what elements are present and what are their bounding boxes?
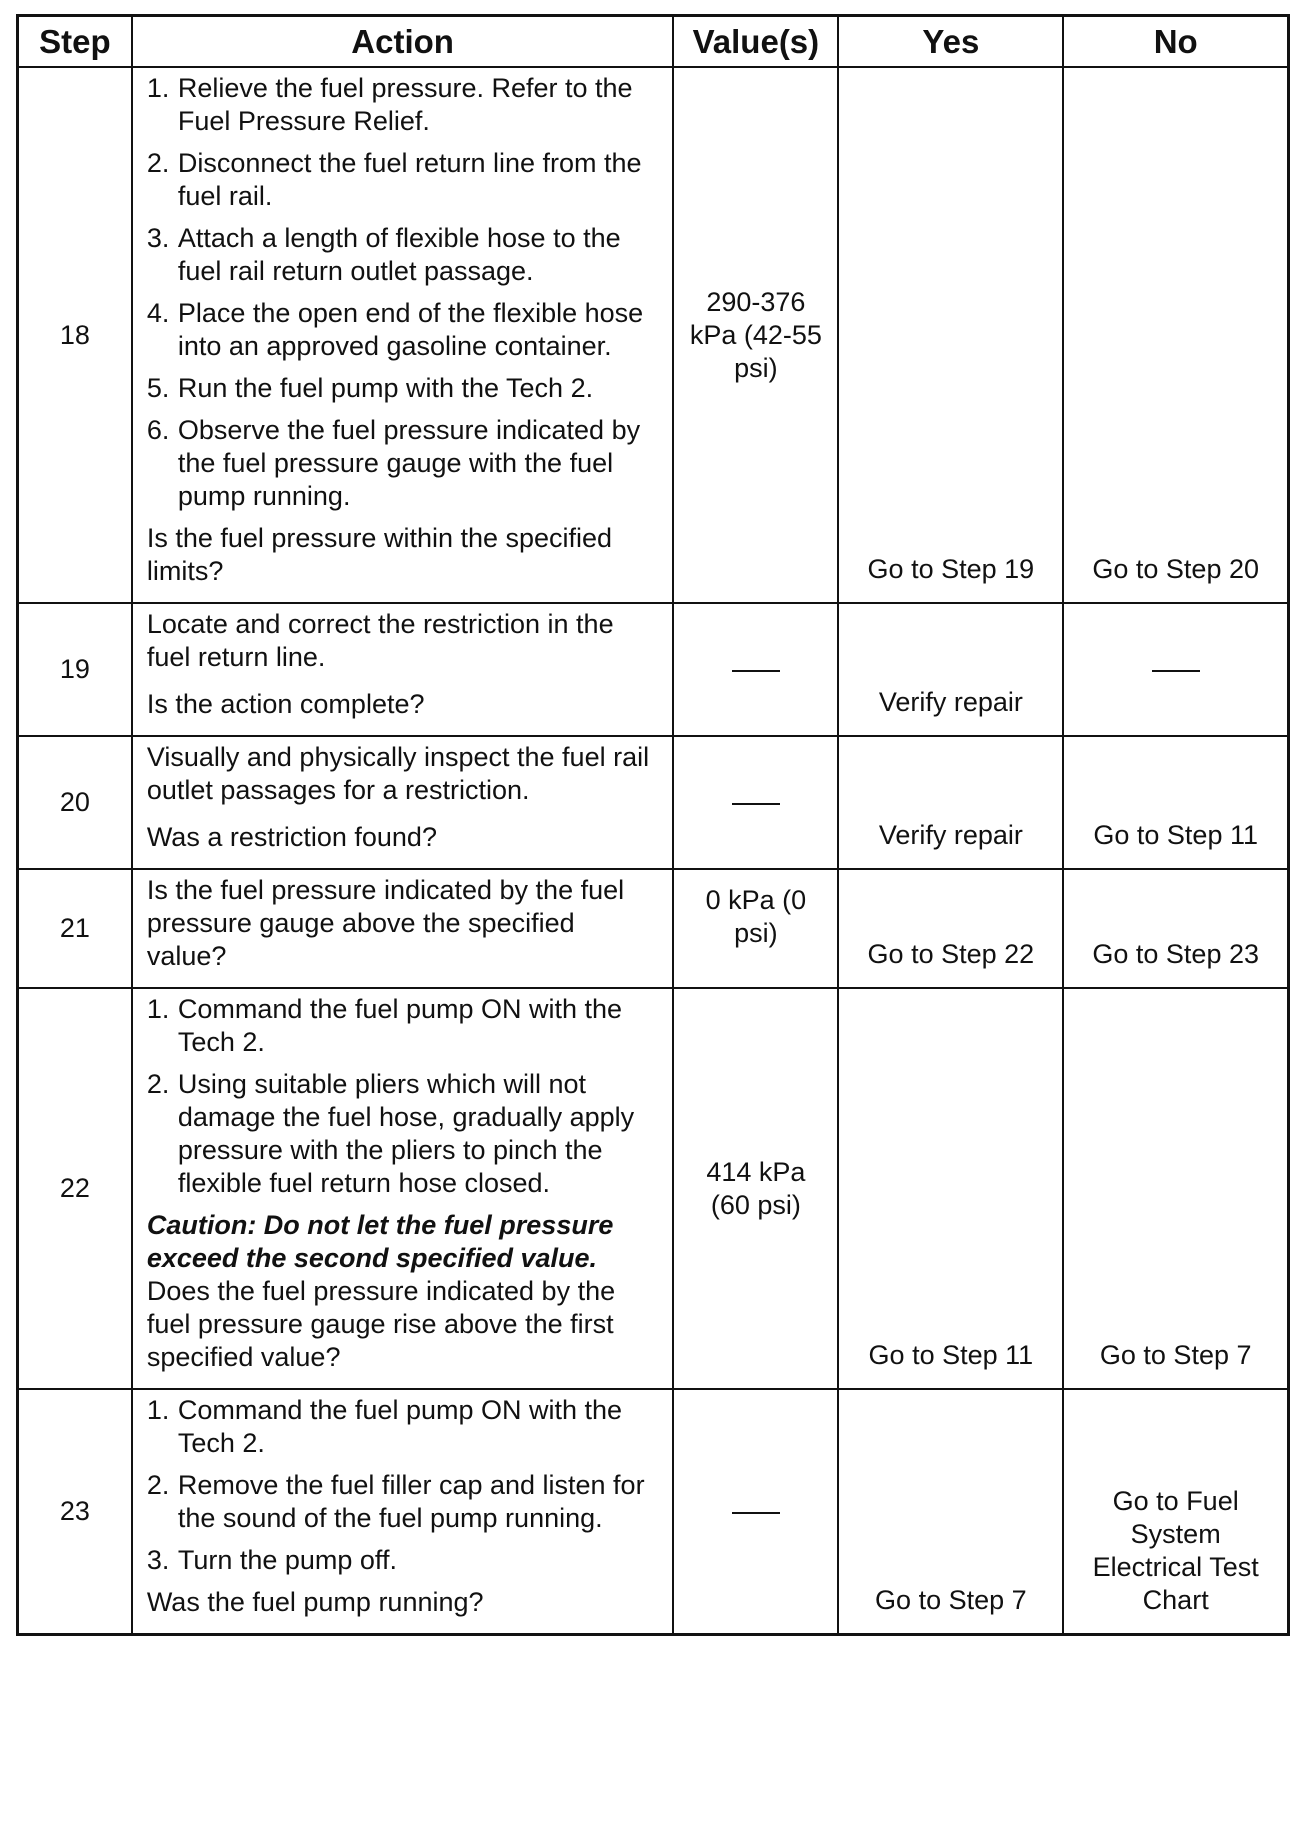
item-text: Place the open end of the flexible hose into an approved gasoline container. — [177, 298, 644, 361]
item-number: 1. — [146, 73, 170, 103]
list-item — [147, 147, 661, 213]
step-number: 19 — [18, 603, 132, 736]
table-row — [18, 736, 1289, 869]
table-row — [18, 67, 1289, 603]
question-text: Was a restriction found? — [146, 822, 437, 852]
yes-cell: Go to Step 19 — [838, 67, 1063, 603]
table-row — [18, 988, 1289, 1389]
yes-cell: Go to Step 7 — [838, 1389, 1063, 1635]
item-text: Turn the pump off. — [177, 1545, 397, 1575]
question-text: Is the action complete? — [146, 689, 425, 719]
yes-cell: Go to Step 22 — [838, 869, 1063, 988]
value-cell: 290-376 kPa (42-55 psi) — [673, 67, 838, 603]
caution-text: Caution: Do not let the fuel pressure exceed the second specified value. — [146, 1210, 614, 1273]
item-number: 2. — [146, 1470, 170, 1500]
dash-mark — [1152, 670, 1200, 672]
item-number: 2. — [146, 148, 170, 178]
table-row — [18, 1389, 1289, 1635]
list-item — [147, 72, 661, 138]
step-number: 21 — [18, 869, 132, 988]
step-number: 20 — [18, 736, 132, 869]
list-item — [147, 222, 661, 288]
no-cell: Go to Step 7 — [1063, 988, 1288, 1389]
action-cell — [132, 869, 674, 988]
value-cell — [673, 736, 838, 869]
dash-mark — [732, 670, 780, 672]
diagnostic-table — [16, 14, 1290, 1636]
question-text: Was the fuel pump running? — [146, 1587, 484, 1617]
dash-mark — [732, 803, 780, 805]
action-cell — [132, 67, 674, 603]
question-text: Is the fuel pressure within the specified limits? — [146, 523, 613, 586]
question-text: Does the fuel pressure indicated by the fuel pressure gauge rise above the first specified value? — [146, 1276, 616, 1372]
table-row — [18, 603, 1289, 736]
value-cell — [673, 1389, 838, 1635]
action-cell — [132, 988, 674, 1389]
item-number: 1. — [146, 994, 170, 1024]
no-cell — [1063, 603, 1288, 736]
item-text: Using suitable pliers which will not damage the fuel hose, gradually apply pressure with the pliers to pinch the flexible fuel return hose closed. — [177, 1069, 635, 1198]
action-cell — [132, 603, 674, 736]
action-cell — [132, 1389, 674, 1635]
no-cell: Go to Fuel System Electrical Test Chart — [1063, 1389, 1288, 1635]
item-number: 5. — [146, 373, 170, 403]
list-item — [147, 297, 661, 363]
header-action: Action — [132, 16, 674, 68]
step-number: 18 — [18, 67, 132, 603]
list-item — [147, 993, 661, 1059]
item-number: 3. — [146, 223, 170, 253]
item-text: Relieve the fuel pressure. Refer to the Fuel Pressure Relief. — [177, 73, 633, 136]
list-item — [147, 1394, 661, 1460]
no-cell: Go to Step 23 — [1063, 869, 1288, 988]
list-item — [147, 372, 661, 405]
item-number: 3. — [146, 1545, 170, 1575]
header-yes: Yes — [838, 16, 1063, 68]
action-text: Visually and physically inspect the fuel rail outlet passages for a restriction. — [146, 742, 650, 805]
no-cell: Go to Step 11 — [1063, 736, 1288, 869]
list-item — [147, 1544, 661, 1577]
yes-cell: Go to Step 11 — [838, 988, 1063, 1389]
list-item — [147, 1469, 661, 1535]
item-text: Command the fuel pump ON with the Tech 2. — [177, 994, 623, 1057]
yes-cell: Verify repair — [838, 736, 1063, 869]
item-text: Run the fuel pump with the Tech 2. — [177, 373, 594, 403]
item-number: 6. — [146, 415, 170, 445]
header-values: Value(s) — [673, 16, 838, 68]
header-step: Step — [18, 16, 132, 68]
yes-cell: Verify repair — [838, 603, 1063, 736]
value-cell: 0 kPa (0 psi) — [673, 869, 838, 988]
action-text: Locate and correct the restriction in the fuel return line. — [146, 609, 614, 672]
item-text: Remove the fuel filler cap and listen for the sound of the fuel pump running. — [177, 1470, 645, 1533]
item-text: Command the fuel pump ON with the Tech 2. — [177, 1395, 623, 1458]
value-cell: 414 kPa (60 psi) — [673, 988, 838, 1389]
item-number: 4. — [146, 298, 170, 328]
item-text: Observe the fuel pressure indicated by the fuel pressure gauge with the fuel pump running. — [177, 415, 641, 511]
item-text: Attach a length of flexible hose to the fuel rail return outlet passage. — [177, 223, 621, 286]
header-row — [18, 16, 1289, 68]
dash-mark — [732, 1512, 780, 1514]
item-text: Disconnect the fuel return line from the fuel rail. — [177, 148, 642, 211]
action-list — [147, 1394, 661, 1577]
table-row — [18, 869, 1289, 988]
action-list — [147, 993, 661, 1200]
no-cell: Go to Step 20 — [1063, 67, 1288, 603]
step-number: 22 — [18, 988, 132, 1389]
item-number: 2. — [146, 1069, 170, 1099]
item-number: 1. — [146, 1395, 170, 1425]
list-item — [147, 1068, 661, 1200]
action-list — [147, 72, 661, 513]
list-item — [147, 414, 661, 513]
step-number: 23 — [18, 1389, 132, 1635]
question-text: Is the fuel pressure indicated by the fuel pressure gauge above the specified value? — [146, 875, 625, 971]
header-no: No — [1063, 16, 1288, 68]
value-cell — [673, 603, 838, 736]
action-cell — [132, 736, 674, 869]
